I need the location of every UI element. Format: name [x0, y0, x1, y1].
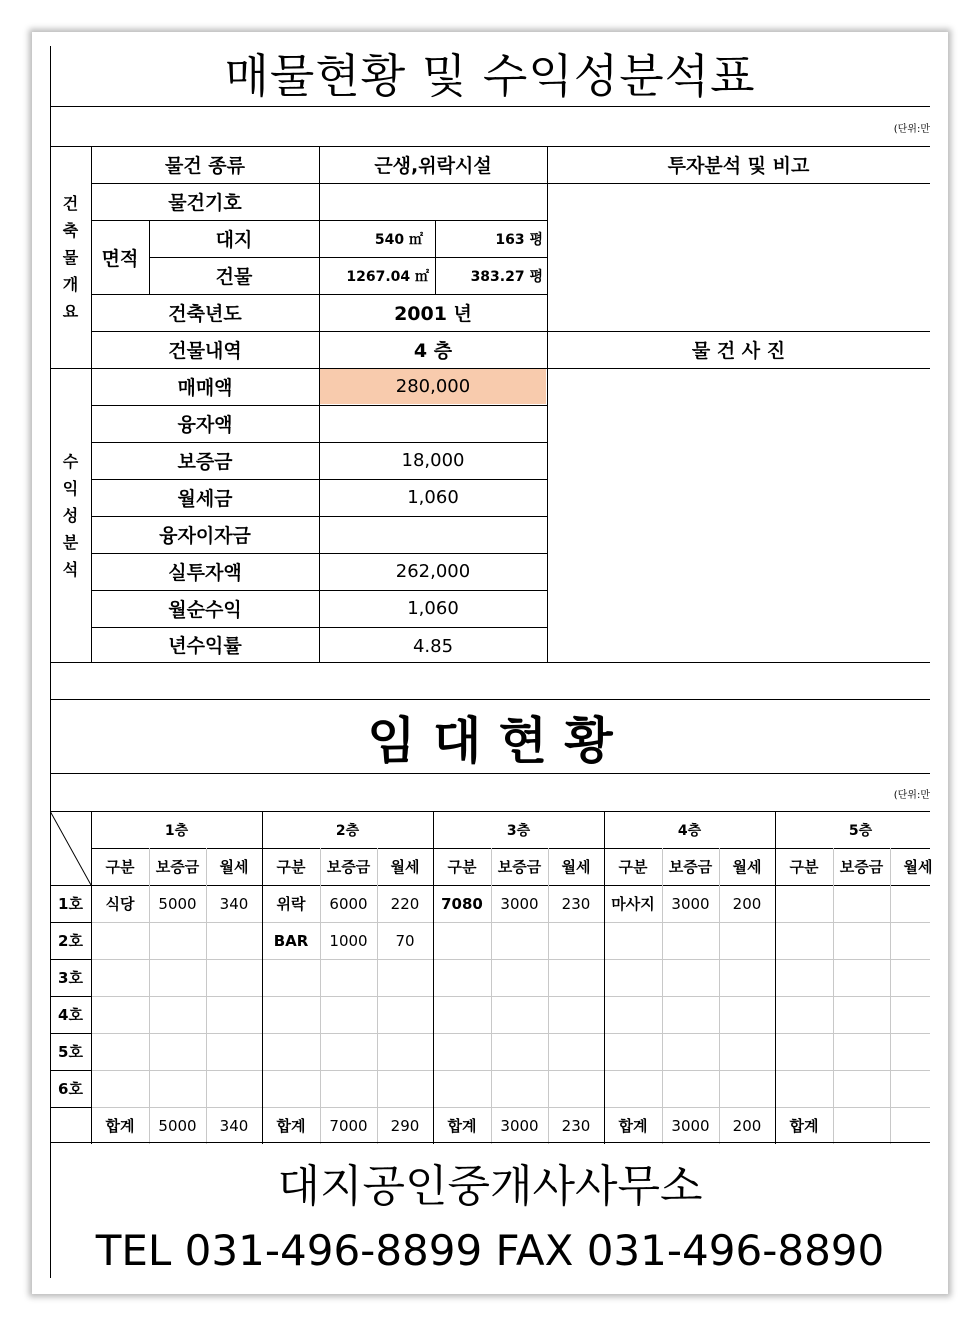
- total-cell: 340: [219, 1116, 249, 1135]
- lease-cell: [775, 885, 833, 922]
- lease-cell: [662, 959, 719, 996]
- lease-cell: 340: [219, 894, 249, 913]
- lease-cell: [433, 1033, 491, 1070]
- lease-cell: [548, 996, 604, 1033]
- actual-investment-value: 262,000: [395, 561, 471, 582]
- lease-cell: [320, 959, 377, 996]
- lease-cell: [206, 1033, 262, 1070]
- lease-cell: [604, 1033, 662, 1070]
- lease-cell: [890, 922, 946, 959]
- total-cell: 3000: [671, 1116, 710, 1135]
- lease-cell: [833, 922, 890, 959]
- lease-cell: [433, 959, 491, 996]
- lease-cell: [662, 1033, 719, 1070]
- lease-cell: [320, 1070, 377, 1107]
- built-year-value: 2001 년: [394, 303, 472, 325]
- floor-header: 1층: [164, 822, 189, 839]
- room-label: 4호: [58, 1006, 83, 1024]
- lease-cell: [662, 922, 719, 959]
- sub-header: 보증금: [497, 858, 542, 876]
- lease-cell: [890, 996, 946, 1033]
- lease-cell: 70: [395, 931, 415, 950]
- lease-cell: 3000: [671, 894, 710, 913]
- lease-cell: [206, 922, 262, 959]
- sub-header: 구분: [276, 858, 306, 876]
- lease-cell: [491, 1070, 548, 1107]
- total-cell: 합계: [447, 1117, 477, 1135]
- floor-header: 5층: [848, 822, 873, 839]
- lease-cell: [491, 1033, 548, 1070]
- total-cell: 7000: [329, 1116, 368, 1135]
- lease-cell: 230: [561, 894, 591, 913]
- lease-cell: [548, 1033, 604, 1070]
- total-cell: 5000: [158, 1116, 197, 1135]
- total-cell: 합계: [276, 1117, 306, 1135]
- monthly-net-value: 1,060: [407, 598, 459, 619]
- monthly-rent-value: 1,060: [407, 487, 459, 508]
- lease-cell: 200: [732, 894, 762, 913]
- sub-header: 보증금: [155, 858, 200, 876]
- sub-header: 월세: [903, 858, 933, 876]
- lease-cell: 위락: [276, 895, 306, 913]
- lease-cell: [833, 996, 890, 1033]
- lease-cell: [262, 996, 320, 1033]
- contact-info: TEL 031-496-8899 FAX 031-496-8890: [95, 1225, 885, 1275]
- land-pyeong-value: 163 평: [495, 231, 543, 248]
- lease-title: 임 대 현 황: [367, 712, 613, 770]
- lease-cell: [91, 1070, 149, 1107]
- sub-header: 월세: [561, 858, 591, 876]
- floor-header: 2층: [335, 822, 360, 839]
- lease-cell: [890, 1033, 946, 1070]
- lease-cell: [775, 1033, 833, 1070]
- lease-cell: [149, 959, 206, 996]
- lease-cell: [377, 1033, 433, 1070]
- lease-cell: [149, 1070, 206, 1107]
- lease-cell: 220: [390, 894, 420, 913]
- land-label: 대지: [215, 229, 253, 251]
- building-detail-label: 건물내역: [168, 340, 242, 362]
- section-profit-label: 수 익 성 분 석: [62, 451, 79, 579]
- deposit-label: 보증금: [177, 451, 233, 473]
- sub-header: 월세: [219, 858, 249, 876]
- lease-cell: [149, 922, 206, 959]
- total-cell: 3000: [500, 1116, 539, 1135]
- lease-cell: [206, 996, 262, 1033]
- lease-cell: [719, 922, 775, 959]
- lease-cell: [262, 959, 320, 996]
- sale-price-label: 매매액: [177, 377, 233, 399]
- loan-label: 융자액: [177, 414, 233, 436]
- building-pyeong-value: 383.27 평: [470, 268, 543, 285]
- lease-cell: [833, 885, 890, 922]
- lease-cell: [91, 1033, 149, 1070]
- document-sheet: [32, 32, 948, 1294]
- sub-header: 월세: [732, 858, 762, 876]
- lease-cell: [719, 1033, 775, 1070]
- sub-header: 보증금: [839, 858, 884, 876]
- lease-cell: [320, 996, 377, 1033]
- lease-cell: [491, 922, 548, 959]
- lease-cell: [775, 996, 833, 1033]
- lease-cell: [719, 1070, 775, 1107]
- monthly-net-label: 월순수익: [168, 599, 242, 621]
- lease-cell: [548, 922, 604, 959]
- lease-cell: [662, 1070, 719, 1107]
- lease-cell: [833, 1070, 890, 1107]
- lease-cell: BAR: [273, 931, 309, 950]
- lease-cell: [149, 996, 206, 1033]
- sub-header: 보증금: [326, 858, 371, 876]
- actual-investment-label: 실투자액: [168, 562, 242, 584]
- lease-cell: [491, 959, 548, 996]
- total-cell: 290: [390, 1116, 420, 1135]
- lease-cell: [377, 959, 433, 996]
- lease-cell: [719, 959, 775, 996]
- loan-interest-value: [319, 516, 547, 553]
- property-type-label: 물건 종류: [164, 155, 246, 177]
- sub-header: 월세: [390, 858, 420, 876]
- lease-cell: [662, 996, 719, 1033]
- sub-header: 구분: [447, 858, 477, 876]
- annual-yield-label: 년수익률: [168, 635, 242, 657]
- lease-cell: [433, 1070, 491, 1107]
- sub-header: 보증금: [668, 858, 713, 876]
- property-type-value: 근생,위락시설: [374, 155, 492, 177]
- photo-header: 물 건 사 진: [691, 340, 786, 362]
- office-name: 대지공인중개사사무소: [277, 1161, 703, 1212]
- room-label: 6호: [58, 1080, 83, 1098]
- lease-cell: [604, 1070, 662, 1107]
- lease-cell: 5000: [158, 894, 197, 913]
- lease-cell: [91, 922, 149, 959]
- lease-cell: [604, 959, 662, 996]
- lease-cell: [548, 959, 604, 996]
- lease-cell: [833, 1033, 890, 1070]
- area-label: 면적: [101, 247, 139, 270]
- room-label: 2호: [58, 932, 83, 950]
- lease-cell: [890, 959, 946, 996]
- lease-cell: 6000: [329, 894, 368, 913]
- total-cell: 230: [561, 1116, 591, 1135]
- building-m2-value: 1267.04 ㎡: [346, 268, 429, 285]
- lease-cell: 7080: [441, 894, 483, 913]
- page-title: 매물현황 및 수익성분석표: [224, 49, 756, 103]
- total-cell: [890, 1107, 946, 1144]
- building-area-label: 건물: [215, 266, 253, 288]
- room-label: 5호: [58, 1043, 83, 1061]
- analysis-header: 투자분석 및 비고: [667, 155, 810, 177]
- deposit-value: 18,000: [401, 450, 465, 471]
- total-cell: 합계: [789, 1117, 819, 1135]
- lease-unit-label: (단위:만: [893, 789, 930, 801]
- land-m2-value: 540 ㎡: [374, 231, 423, 248]
- built-year-label: 건축년도: [168, 303, 242, 325]
- lease-cell: [890, 885, 946, 922]
- lease-cell: [775, 959, 833, 996]
- lease-cell: [320, 1033, 377, 1070]
- sale-price-value: 280,000: [395, 376, 471, 397]
- lease-cell: [149, 1033, 206, 1070]
- floor-header: 4층: [677, 822, 702, 839]
- unit-label: (단위:만: [893, 123, 930, 135]
- lease-cell: [91, 996, 149, 1033]
- lease-cell: [206, 959, 262, 996]
- total-cell: 200: [732, 1116, 762, 1135]
- lease-cell: [775, 1070, 833, 1107]
- lease-cell: 마사지: [611, 895, 655, 913]
- lease-cell: [491, 996, 548, 1033]
- lease-cell: 1000: [329, 931, 368, 950]
- lease-cell: [433, 922, 491, 959]
- lease-cell: [262, 1033, 320, 1070]
- corner-diagonal: [50, 811, 91, 885]
- room-label: 3호: [58, 969, 83, 987]
- lease-cell: [890, 1070, 946, 1107]
- total-cell: [833, 1107, 890, 1144]
- lease-cell: [604, 922, 662, 959]
- total-cell: 합계: [618, 1117, 648, 1135]
- lease-cell: [377, 996, 433, 1033]
- sub-header: 구분: [789, 858, 819, 876]
- lease-cell: [377, 1070, 433, 1107]
- lease-cell: 식당: [105, 895, 135, 913]
- lease-cell: 3000: [500, 894, 539, 913]
- loan-value: [319, 405, 547, 442]
- lease-cell: [262, 1070, 320, 1107]
- lease-cell: [433, 996, 491, 1033]
- room-label: 1호: [58, 895, 83, 913]
- section-building-label: 건 축 물 개 요: [62, 193, 79, 321]
- lease-cell: [548, 1070, 604, 1107]
- monthly-rent-label: 월세금: [177, 488, 233, 510]
- property-code-value: [319, 183, 547, 220]
- lease-cell: [719, 996, 775, 1033]
- sub-header: 구분: [618, 858, 648, 876]
- building-detail-value: 4 층: [413, 340, 453, 362]
- sub-header: 구분: [105, 858, 135, 876]
- floor-header: 3층: [506, 822, 531, 839]
- lease-cell: [604, 996, 662, 1033]
- lease-cell: [775, 922, 833, 959]
- total-cell: 합계: [105, 1117, 135, 1135]
- annual-yield-value: 4.85: [412, 636, 454, 657]
- loan-interest-label: 융자이자금: [159, 525, 251, 547]
- lease-cell: [91, 959, 149, 996]
- lease-cell: [206, 1070, 262, 1107]
- lease-cell: [833, 959, 890, 996]
- property-code-label: 물건기호: [168, 192, 242, 214]
